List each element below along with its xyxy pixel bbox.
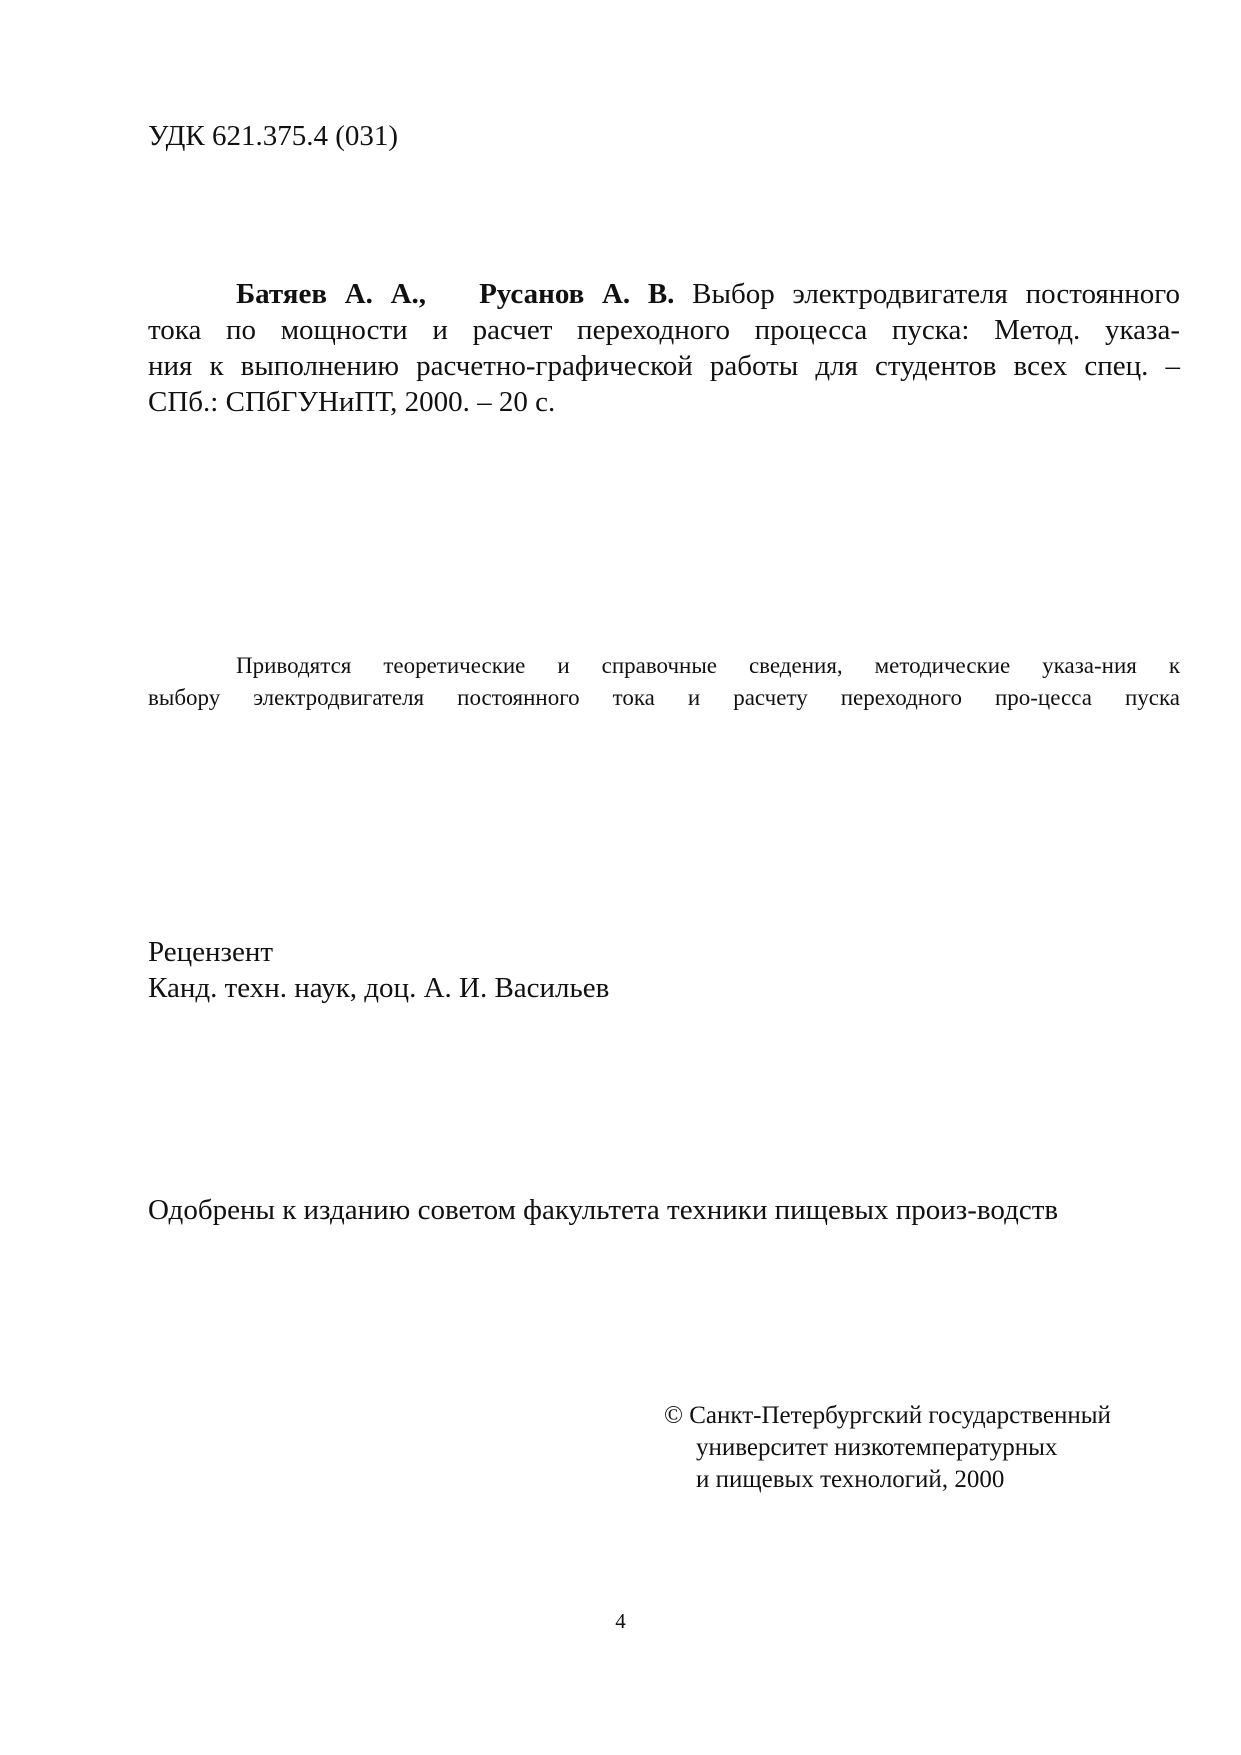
biblio-line-4: СПб.: СПбГУНиПТ, 2000. – 20 с. [148, 386, 556, 418]
annotation [148, 650, 1180, 714]
reviewer-block [148, 934, 609, 1006]
annotation-line-2: выбору электродвигателя постоянного тока и расчету переходного про-цесса пуска [148, 685, 1180, 710]
biblio-title-start: Выбор электродвигателя постоянного [674, 278, 1180, 310]
copyright-line-3: и пищевых технологий, 2000 [696, 1466, 1005, 1493]
udk-code: УДК 621.375.4 (031) [148, 120, 399, 152]
copyright-line-1: © Санкт-Петербургский государственный [664, 1402, 1111, 1429]
approval-note: Одобрены к изданию советом факультета техники пищевых произ-водств [148, 1194, 1059, 1226]
bibliographic-record [148, 276, 1180, 420]
biblio-line-1 [148, 276, 1180, 312]
biblio-line-3: ния к выполнению расчетно-графической работы для студентов всех спец. – [148, 350, 1180, 382]
author-2: Русанов А. В. [479, 278, 675, 310]
reviewer-heading: Рецензент [148, 936, 274, 968]
page-number: 4 [615, 1609, 626, 1633]
copyright-block [664, 1400, 1111, 1496]
copyright-line-2: университет низкотемпературных [696, 1434, 1058, 1461]
reviewer-name: Канд. техн. наук, доц. А. И. Васильев [148, 972, 610, 1004]
author-1: Батяев А. А., [236, 278, 427, 310]
annotation-line-1: Приводятся теоретические и справочные сведения, методические указа-ния к [236, 653, 1180, 678]
biblio-line-2: тока по мощности и расчет переходного процесса пуска: Метод. указа- [148, 314, 1180, 346]
